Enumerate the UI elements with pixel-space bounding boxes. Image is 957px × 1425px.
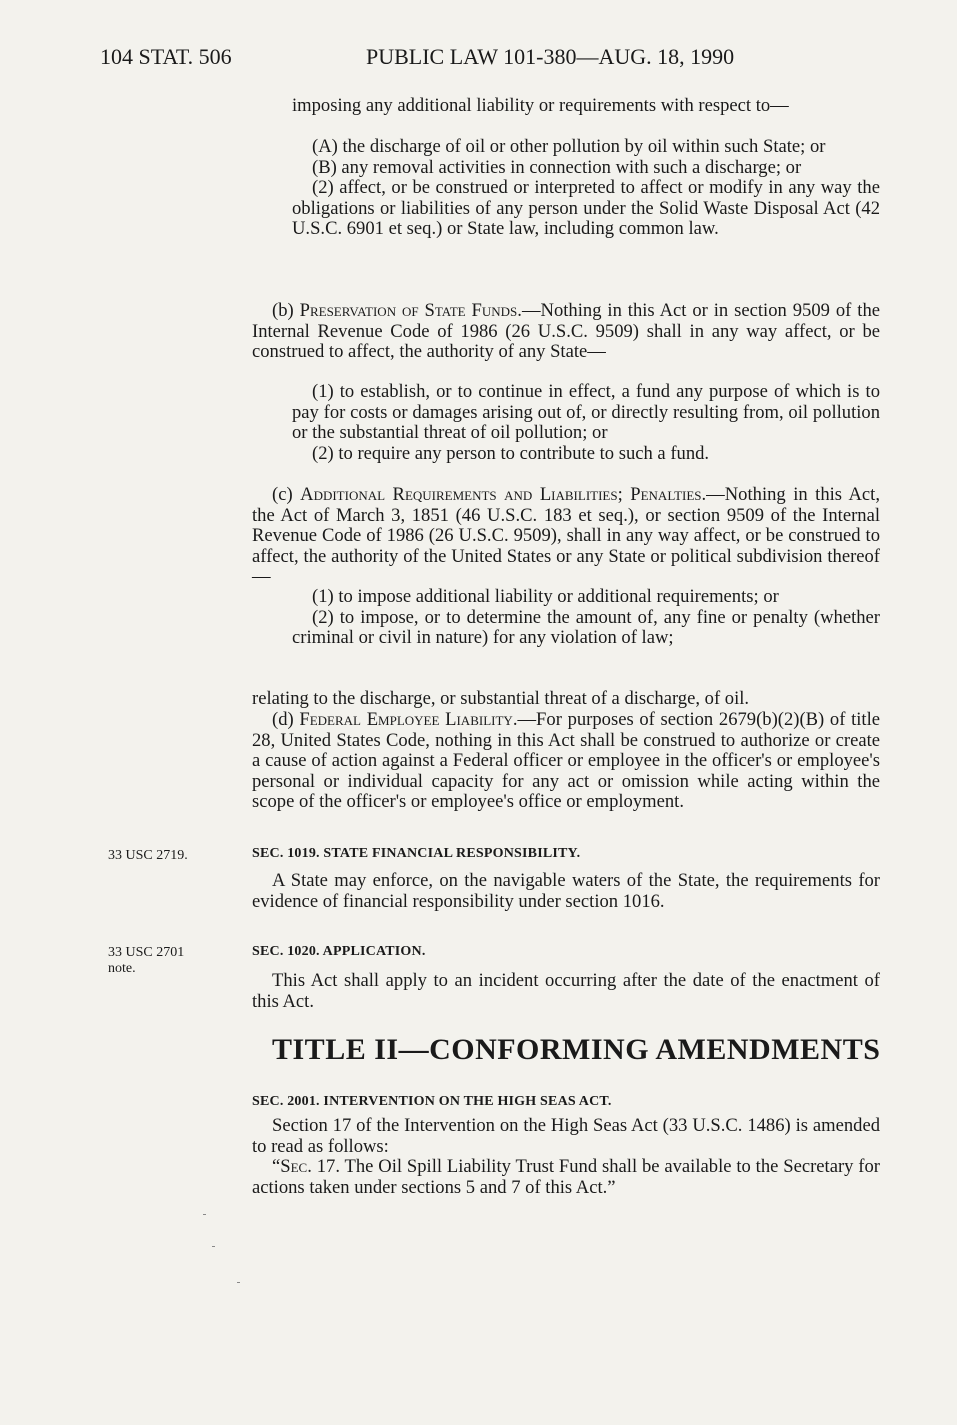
top-block-A (292, 137, 880, 240)
section-2001-p1: Section 17 of the Intervention on the High Seas Act (33 U.S.C. 1486) is amended to read as follows: (252, 1115, 880, 1157)
section-2001-heading: SEC. 2001. INTERVENTION ON THE HIGH SEAS ACT. (252, 1094, 612, 1109)
section-1019-heading: SEC. 1019. STATE FINANCIAL RESPONSIBILITY. (252, 846, 581, 861)
subsection-c-heading: Additional Requirements and Liabilities; Penalties (300, 484, 702, 505)
subsection-c-label: (c) (272, 484, 293, 505)
law-citation: PUBLIC LAW 101-380—AUG. 18, 1990 (366, 44, 735, 69)
scan-speck (212, 1246, 215, 1247)
section-2001-p2 (252, 1157, 880, 1198)
section-2001-body (252, 1116, 880, 1198)
subsection-c-tail-block (252, 689, 880, 710)
section-1020-body (252, 971, 880, 1012)
subsection-c-items (292, 587, 880, 649)
para-B: (B) any removal activities in connection with such a discharge; or (312, 156, 802, 178)
subsection-d-label: (d) (272, 709, 294, 730)
section-1020-text: This Act shall apply to an incident occurring after the date of the enactment of this Act. (252, 970, 880, 1012)
subsection-c-body: .—Nothing in this Act, the Act of March 3, 1851 (46 U.S.C. 183 et seq.), or section 9509 of the Internal Revenue Code of 1986 (26 U.S.C. 9509), shall in any way affect, or be construed to affect, the authority of the United States or any State or political subdivision thereof— (252, 484, 880, 588)
subsection-d (252, 710, 880, 813)
subsection-c (252, 485, 880, 588)
subsection-c-tail: relating to the discharge, or substantial threat of a discharge, of oil. (252, 688, 750, 709)
subsection-b-items (292, 382, 880, 464)
subsection-d-text (252, 710, 880, 813)
section-2001-p2-rest: . 17. The Oil Spill Liability Trust Fund shall be available to the Secretary for actions taken under sections 5 and 7 of this Act.” (252, 1156, 880, 1198)
top-block (292, 96, 880, 117)
subsection-c-text (252, 485, 880, 588)
subsection-c-item-1: (1) to impose additional liability or additional requirements; or (312, 586, 779, 607)
title-ii-heading: TITLE II—CONFORMING AMENDMENTS (272, 1033, 881, 1066)
subsection-d-heading: Federal Employee Liability (299, 709, 513, 730)
para-2: (2) affect, or be construed or interpreted to affect or modify in any way the obligations or liabilities of any person under the Solid Waste Disposal Act (42 U.S.C. 6901 et seq.) or State law, including common law. (292, 177, 880, 240)
subsection-b-text (252, 301, 880, 363)
subsection-c-item-2: (2) to impose, or to determine the amount of, any fine or penalty (whether criminal or civil in nature) for any violation of law; (292, 606, 880, 649)
subsection-b-heading: Preservation of State Funds (299, 300, 518, 321)
subsection-b-item-2: (2) to require any person to contribute to such a fund. (312, 442, 710, 464)
margin-note-1020 (108, 945, 184, 977)
subsection-b (252, 301, 880, 363)
scan-speck (203, 1214, 206, 1215)
sec-abbrev: Sec (280, 1156, 308, 1178)
para-A: (A) the discharge of oil or other pollution by oil within such State; or (312, 136, 826, 157)
scan-speck (237, 1282, 240, 1283)
stat-citation: 104 STAT. 506 (100, 44, 232, 69)
section-1019-text: A State may enforce, on the navigable waters of the State, the requirements for evidence of financial responsibility under section 1016. (252, 870, 880, 912)
subsection-d-body: .—For purposes of section 2679(b)(2)(B) of title 28, United States Code, nothing in this Act shall be construed to authorize or create a cause of action against a Federal officer or employee in the officer's or employee's personal or individual capacity for any act or omission while acting within the scope of the officer's or employee's office or employment. (252, 709, 881, 813)
subsection-b-item-1: (1) to establish, or to continue in effect, a fund any purpose of which is to pay for costs or damages arising out of, or directly resulting from, oil pollution or the substantial threat of oil pollution; or (292, 381, 880, 444)
section-1020-heading: SEC. 1020. APPLICATION. (252, 944, 426, 959)
margin-note-1019: 33 USC 2719. (108, 848, 188, 863)
open-quote: “ (272, 1156, 281, 1178)
section-1019-body (252, 871, 880, 912)
margin-note-1020-line1: 33 USC 2701 (108, 945, 185, 960)
subsection-b-label: (b) (272, 300, 294, 321)
para-imposing: imposing any additional liability or requirements with respect to— (292, 95, 789, 116)
margin-note-1020-line2: note. (108, 961, 136, 976)
subsection-b-body: .—Nothing in this Act or in section 9509 of the Internal Revenue Code of 1986 (26 U.S.C. 9509) shall in any way affect, or be construed to affect, the authority of any State— (252, 300, 880, 363)
